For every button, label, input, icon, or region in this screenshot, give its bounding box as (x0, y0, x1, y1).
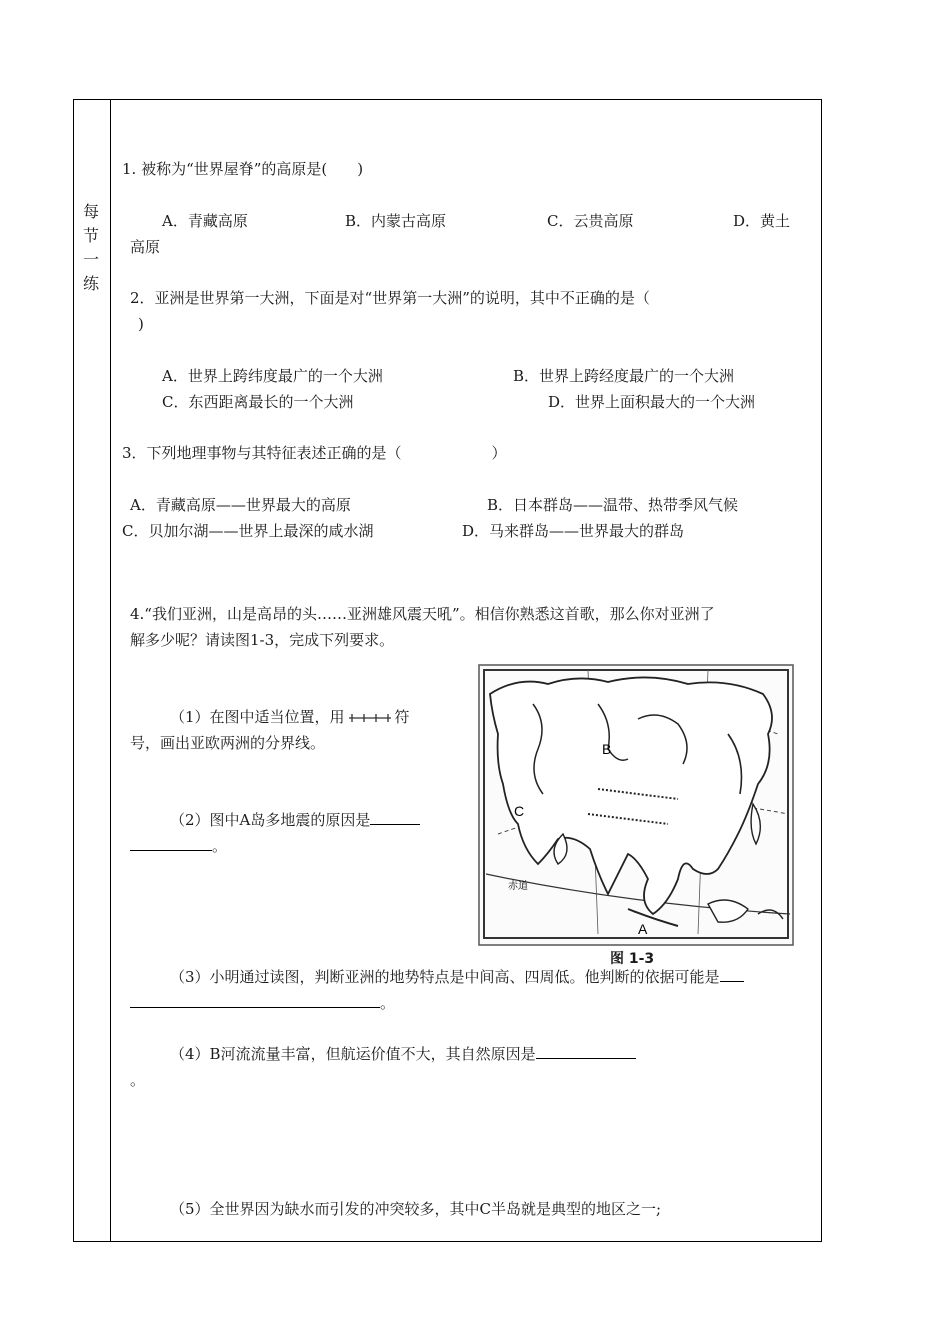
q4-part2-end: 。 (212, 837, 228, 855)
q4-stem-cont: 解多少呢？请读图1-3，完成下列要求。 (130, 631, 395, 649)
q4-part2-line2 (130, 836, 227, 856)
q4-part1-text-a: （1）在图中适当位置，用 (170, 708, 345, 726)
map-label-equator: 赤道 (508, 881, 528, 892)
q2-stem-cont: ) (138, 315, 144, 333)
column-divider (110, 99, 111, 1242)
q3-option-b: B．日本群岛——温带、热带季风气候 (487, 496, 739, 514)
q2-option-b: B．世界上跨经度最广的一个大洲 (513, 367, 735, 385)
q1-option-d: D．黄土 (733, 212, 791, 230)
q4-part3-end: 。 (380, 994, 396, 1012)
q2-option-d: D．世界上面积最大的一个大洲 (548, 393, 756, 411)
q2-option-a: A．世界上跨纬度最广的一个大洲 (162, 367, 383, 385)
q4-part1-line2: 号，画出亚欧两洲的分界线。 (130, 734, 326, 752)
q4-part2-text: （2）图中A岛多地震的原因是 (170, 811, 371, 829)
q3-option-d: D．马来群岛——世界最大的群岛 (462, 522, 685, 540)
q3-option-c: C．贝加尔湖——世界上最深的咸水湖 (122, 522, 374, 540)
q4-part3-line1 (170, 967, 744, 987)
side-char: 每 (82, 202, 99, 221)
q1-stem: 1. 被称为“世界屋脊”的高原是( ) (122, 160, 364, 178)
q3-stem: 3．下列地理事物与其特征表述正确的是（ ） (122, 444, 507, 462)
q1-option-a: A．青藏高原 (162, 212, 248, 230)
asia-map-figure (478, 664, 794, 946)
q4-part2-blank-a[interactable] (370, 810, 420, 825)
q4-part1-line1 (170, 707, 410, 727)
q4-part5: （5）全世界因为缺水而引发的冲突较多，其中C半岛就是典型的地区之一; (170, 1200, 662, 1218)
q3-option-a: A．青藏高原——世界最大的高原 (130, 496, 351, 514)
q4-part3-line2 (130, 993, 395, 1013)
side-label (80, 200, 102, 296)
q4-part4-line1 (170, 1044, 636, 1064)
q1-option-c: C．云贵高原 (547, 212, 634, 230)
map-caption: 图 1-3 (610, 951, 655, 967)
q1-option-b: B．内蒙古高原 (345, 212, 447, 230)
q4-part2-line1 (170, 810, 420, 830)
map-label-c: C (514, 803, 525, 819)
side-char: 一 (82, 250, 99, 269)
q4-stem: 4.“我们亚洲，山是高昂的头……亚洲雄风震天吼”。相信你熟悉这首歌，那么你对亚洲了 (130, 605, 715, 623)
q2-option-c: C．东西距离最长的一个大洲 (162, 393, 354, 411)
map-label-a: A (638, 921, 648, 937)
q1-option-d-cont: 高原 (130, 238, 161, 256)
q4-part4-text: （4）B河流流量丰富，但航运价值不大，其自然原因是 (170, 1045, 536, 1063)
q4-part4-end: 。 (130, 1071, 146, 1089)
q4-part1-text-b: 符 (394, 708, 410, 726)
side-char: 节 (82, 226, 99, 245)
q4-part3-text: （3）小明通过读图，判断亚洲的地势特点是中间高、四周低。他判断的依据可能是 (170, 968, 720, 986)
q4-part2-blank-b[interactable] (130, 836, 212, 851)
q4-part3-blank-a[interactable] (720, 967, 744, 982)
q4-part4-blank[interactable] (536, 1044, 636, 1059)
q4-part3-blank-b[interactable] (130, 993, 380, 1008)
side-char: 练 (82, 274, 99, 293)
q2-stem: 2．亚洲是世界第一大洲，下面是对“世界第一大洲”的说明，其中不正确的是（ (130, 289, 650, 307)
map-label-b: B (602, 741, 612, 757)
boundary-symbol-icon (348, 712, 392, 724)
